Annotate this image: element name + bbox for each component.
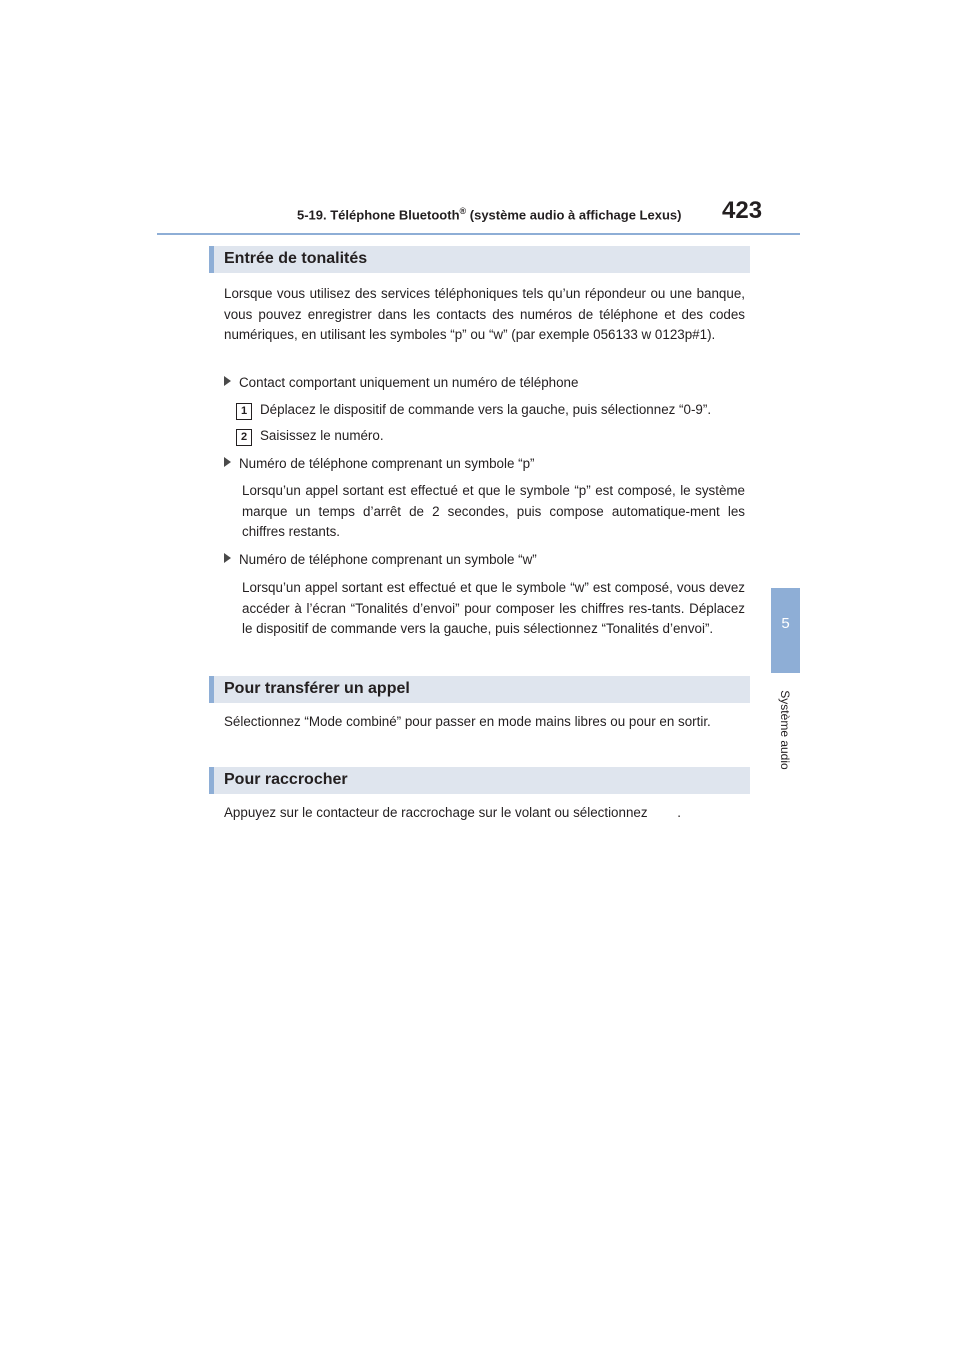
step-number-badge: 2 — [236, 429, 252, 446]
bullet-item — [224, 552, 537, 567]
bullet-title: Contact comportant uniquement un numéro de téléphone — [239, 375, 579, 390]
section-title: Pour transférer un appel — [224, 680, 410, 697]
chapter-label — [770, 680, 800, 780]
header-title: 5-19. Téléphone Bluetooth — [297, 207, 460, 223]
step-text: Saisissez le numéro. — [260, 428, 384, 443]
running-header — [297, 206, 681, 222]
section-header-tone-entry — [209, 246, 750, 273]
bullet-item — [224, 456, 535, 471]
chapter-number: 5 — [781, 615, 790, 632]
chapter-label-text: Système audio — [778, 690, 792, 770]
triangle-bullet-icon — [224, 457, 231, 467]
registered-mark: ® — [459, 206, 467, 216]
header-title-suffix: (système audio à affichage Lexus) — [466, 207, 682, 223]
bullet-title: Numéro de téléphone comprenant un symbole “w” — [239, 552, 537, 567]
bullet-body: Lorsqu’un appel sortant est effectué et que le symbole “p” est composé, le système marque un temps d’arrêt de 2 secondes, puis compose automatique-ment les chiffres restants. — [242, 483, 745, 539]
section-header-transfer-call — [209, 676, 750, 703]
section-body: Sélectionnez “Mode combiné” pour passer en mode mains libres ou pour en sortir. — [224, 714, 711, 729]
page-number: 423 — [722, 197, 763, 224]
header-rule — [157, 233, 800, 235]
section-body: Appuyez sur le contacteur de raccrochage sur le volant ou sélectionnez . — [224, 805, 682, 820]
section-header-hang-up — [209, 767, 750, 794]
triangle-bullet-icon — [224, 553, 231, 563]
bullet-body: Lorsqu’un appel sortant est effectué et que le symbole “w” est composé, vous devez accéder à l’écran “Tonalités d’envoi” pour composer les chiffres res-tants. Déplacez le dispositif de commande vers la gauche, puis sélectionnez “Tonalités d’envoi”. — [242, 580, 745, 636]
chapter-tab — [771, 588, 800, 673]
section-intro: Lorsque vous utilisez des services téléphoniques tels qu’un répondeur ou une banque, vous pouvez enregistrer dans les contacts des numéros de téléphone et des codes numériques, en utilisant les symboles “p” ou “w” (par exemple 056133 w 0123p#1). — [224, 286, 745, 342]
section-title: Entrée de tonalités — [224, 250, 368, 267]
step-number-badge: 1 — [236, 403, 252, 420]
step-text: Déplacez le dispositif de commande vers la gauche, puis sélectionnez “0-9”. — [260, 402, 712, 417]
bullet-item — [224, 375, 578, 390]
section-title: Pour raccrocher — [224, 771, 348, 788]
triangle-bullet-icon — [224, 376, 231, 386]
bullet-title: Numéro de téléphone comprenant un symbole “p” — [239, 456, 535, 471]
